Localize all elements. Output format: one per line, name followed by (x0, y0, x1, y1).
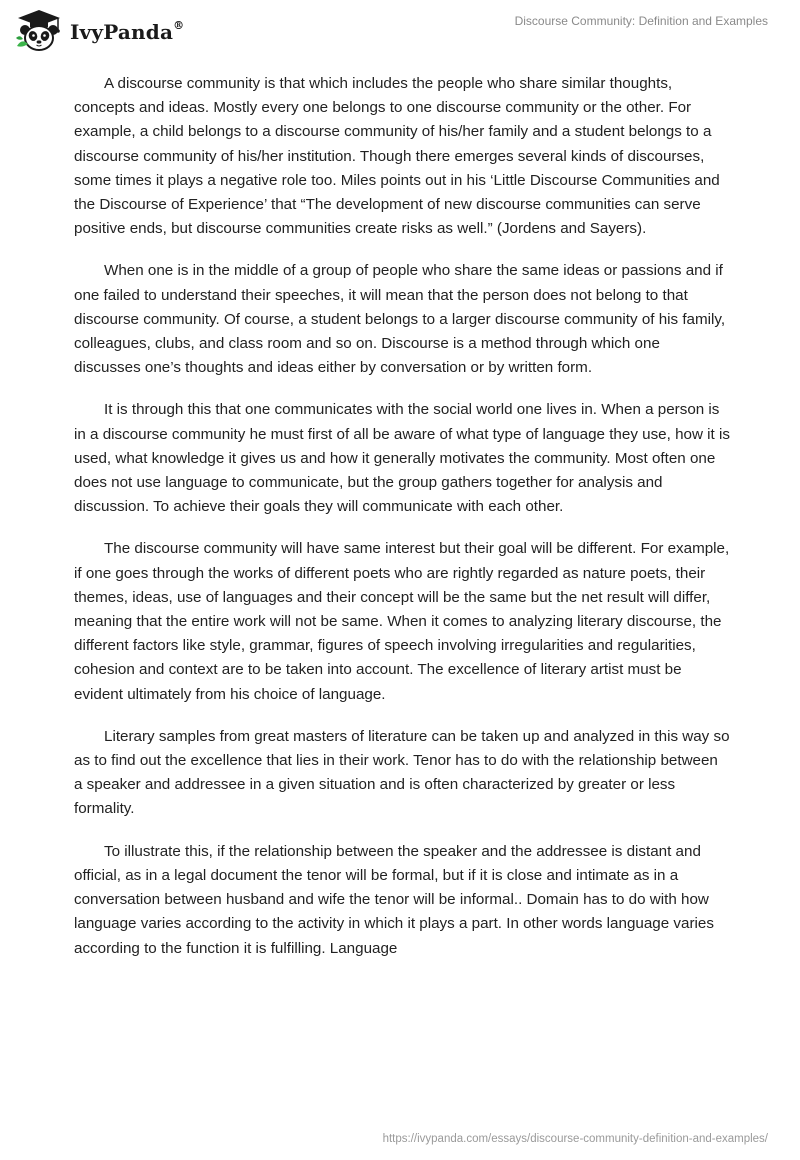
paragraph: To illustrate this, if the relationship between the speaker and the addressee is distant and official, as in a legal document the tenor will be formal, but if it is close and intimate as in a conversation between husband and wife the tenor will be informal.. Domain has to do with how language varies according to the activity in which it plays a part. In other words language varies according to the function it is fulfilling. Language (74, 842, 714, 957)
paragraph: A discourse community is that which includes the people who share similar thoughts, concepts and ideas. Mostly every one belongs to one discourse community or the other. For example, a child belongs to a discourse community of his/her family and a student belongs to a discourse community of his/her institution. Though there emerges several kinds of discourses, some times it plays a negative role too. Miles points out in his ‘Little Discourse Communities and the Discourse of Experience’ that “The development of new discourse communities can serve positive ends, but discourse communities create risks as well.” (Jordens and Sayers). (74, 75, 720, 238)
paragraph: The discourse community will have same interest but their goal will be different. For example, if one goes through the works of different poets who are rightly regarded as nature poets, their themes, ideas, use of languages and their concept will be the same but the net result will differ, meaning that the entire work will not be same. When it comes to analyzing literary discourse, the different factors like style, grammar, figures of speech involving irregularities and regularities, cohesion and context are to be taken into account. The excellence of literary artist must be evident ultimately from his choice of language. (74, 540, 730, 703)
panda-logo-icon (14, 8, 64, 52)
paragraph: It is through this that one communicates with the social world one lives in. When a person is in a discourse community he must first of all be aware of what type of language they use, how it is used, what knowledge it gives us and how it generally motivates the community. Most often one does not use language to communicate, but the group gathers together for analysis and discussion. To achieve their goals they will communicate with each other. (74, 401, 730, 516)
paragraph: Literary samples from great masters of literature can be taken up and analyzed in this way so as to find out the excellence that lies in their work. Tenor has to do with the relationship between a speaker and addressee in a given situation and is often characterized by greater or less formality. (74, 727, 730, 818)
paragraph: When one is in the middle of a group of people who share the same ideas or passions and if one failed to understand their speeches, it will mean that the person does not belong to that discourse community. Of course, a student belongs to a larger discourse community of his family, colleagues, clubs, and class room and so on. Discourse is a method through which one discusses one’s thoughts and ideas either by conversation or by written form. (74, 262, 726, 377)
brand-logo[interactable] (14, 8, 184, 52)
source-url-link[interactable]: https://ivypanda.com/essays/discourse-community-definition-and-examples/ (382, 1133, 768, 1145)
brand-name: IvyPanda® (70, 19, 185, 44)
document-title: Discourse Community: Definition and Examples (514, 14, 768, 28)
registered-mark: ® (173, 19, 185, 33)
essay-body (74, 72, 730, 979)
page-header (0, 0, 800, 60)
